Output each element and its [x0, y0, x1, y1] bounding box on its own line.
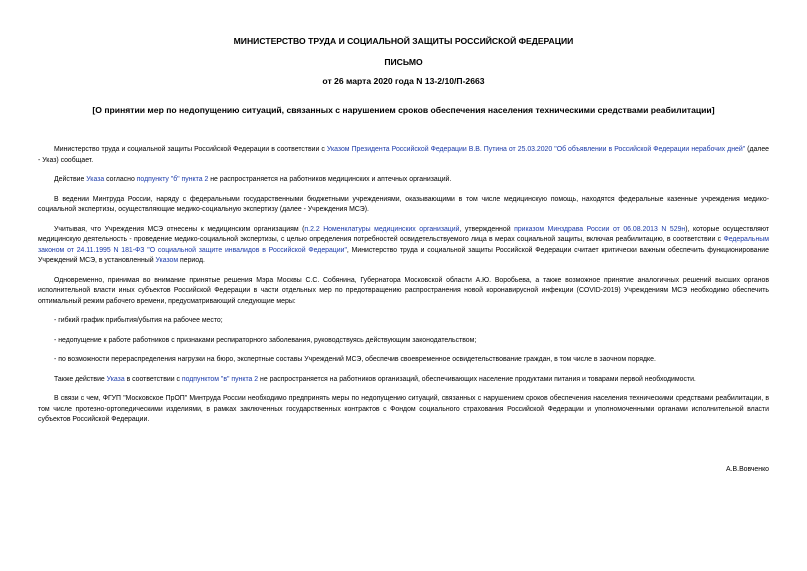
text: период. [178, 257, 205, 264]
text: ), которые осуществляют медицинскую деятельность - проведение медико-социальной экспертизы, с целью определения потребностей освидетельствуемого лица в мерах социальной защиты, включая реабилитацию, в соответствии с [38, 225, 770, 243]
ministry-title: МИНИСТЕРСТВО ТРУДА И СОЦИАЛЬНОЙ ЗАЩИТЫ РОССИЙСКОЙ ФЕДЕРАЦИИ [233, 36, 574, 46]
link-presidential-decree[interactable]: Указом Президента Российской Федерации В.В. Путина от 25.03.2020 "Об объявлении в Российской Федерации нерабочих дней" [326, 146, 746, 153]
document-date-number: от 26 марта 2020 года N 13-2/10/П-2663 [322, 76, 485, 86]
text: Министерство труда и социальной защиты Российской Федерации в соответствии с [54, 146, 327, 153]
link-decree[interactable]: Указа [106, 375, 125, 383]
text: , Министерство труда и социальной защиты Российской Федерации считает критически важным обеспечить функционирование Учреждений МСЭ, в установленный [38, 246, 769, 264]
document-subject: [О принятии мер по недопущению ситуаций, связанных с нарушением сроков обеспечения населения техническими средствами реабилитации] [92, 105, 715, 115]
paragraph-4 [38, 225, 769, 267]
link-decree[interactable]: Указа [86, 176, 105, 183]
paragraph-5: Одновременно, принимая во внимание принятые решения Мэра Москвы С.С. Собянина, Губернатора Московской области А.Ю. Воробьева, а также возможное принятие аналогичных решений высших органов исполнительной власти иных субъектов Российской Федерации в части отдельных мер по предотвращению распространения новой коронавирусной инфекции (COVID-2019) Учреждениям МСЭ необходимо обеспечить оптимальный режим рабочего времени, предусматривающий следующие меры: [38, 276, 769, 305]
link-nomenclature[interactable]: п.2.2 Номенклатуры медицинских организаций [304, 225, 460, 233]
link-order-529n[interactable]: приказом Минздрава России от 06.08.2013 N 529н [514, 225, 686, 233]
paragraph-2 [38, 175, 769, 186]
document-body [38, 145, 769, 426]
bullet-item: - по возможности перераспределения нагрузки на бюро, экспертные составы Учреждений МСЭ, обеспечив своевременное освидетельствование граждан, в том числе в заочном порядке. [54, 356, 656, 363]
paragraph-7: В связи с чем, ФГУП "Московское ПрОП" Минтруда России необходимо предпринять меры по недопущению ситуаций, связанных с нарушением сроков обеспечения населения техническими средствами реабилитации, в том числе протезно-ортопедическими изделиями, в рамках заключенных государственных контрактов с Фондом социального страхования Российской Федерации и уполномоченными органами исполнительной власти субъектов Российской Федерации. [38, 395, 769, 423]
text: (далее - Указ) сообщает. [38, 146, 769, 164]
text: Также действие [54, 375, 107, 383]
bullet-item: - гибкий график прибытия/убытия на рабочее место; [54, 317, 223, 324]
text: не распространяется на работников медицинских и аптечных организаций. [208, 176, 452, 183]
link-subparagraph-b[interactable]: подпункту "б" пункта 2 [136, 176, 209, 183]
signature: А.В.Вовченко [726, 466, 769, 473]
link-federal-law-181[interactable]: Федеральным законом от 24.11.1995 N 181-ФЗ "О социальной защите инвалидов в Российской Федерации" [38, 236, 769, 254]
text: в соответствии с [124, 375, 182, 383]
text: не распространяется на работников организаций, обеспечивающих население продуктами питания и товарами первой необходимости. [258, 375, 696, 383]
paragraph-3: В ведении Минтруда России, наряду с федеральными государственными бюджетными учреждениями, оказывающими в том числе медицинскую помощь, находятся федеральные казенные учреждения медико-социальной экспертизы, осуществляющие медико-социальную экспертизу (далее - Учреждения МСЭ). [38, 195, 769, 213]
text: Учитывая, что Учреждения МСЭ отнесены к медицинским организациям ( [54, 225, 305, 233]
bullet-item: - недопущение к работе работников с признаками респираторного заболевания, руководствуясь действующим законодательством; [54, 336, 477, 344]
link-decree[interactable]: Указом [155, 257, 179, 264]
document-type: ПИСЬМО [384, 57, 423, 67]
text: Действие [54, 176, 87, 183]
paragraph-1 [38, 145, 769, 166]
paragraph-6 [38, 375, 769, 386]
text: , утвержденной [459, 225, 515, 233]
text: согласно [104, 176, 137, 183]
link-subparagraph-v[interactable]: подпунктом "в" пункта 2 [181, 375, 259, 383]
